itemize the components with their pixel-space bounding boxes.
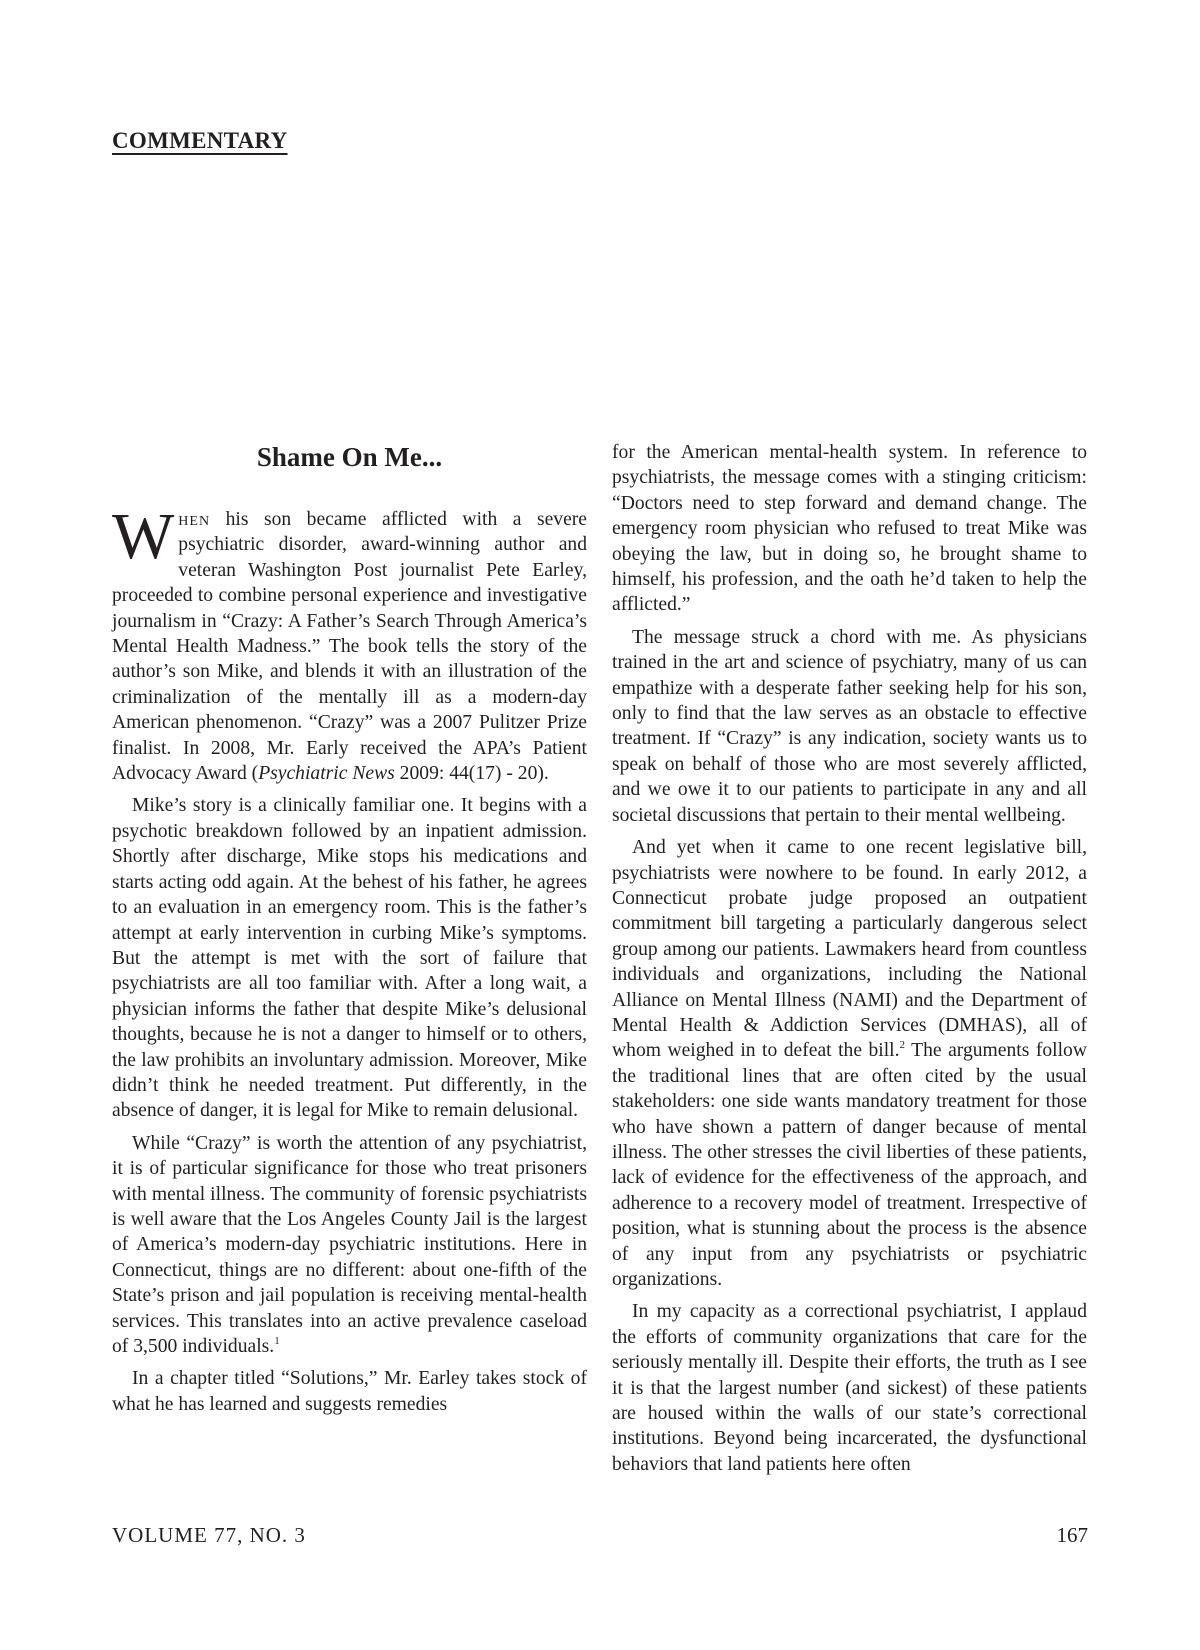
paragraph [112,500,587,786]
paragraph [612,1299,1087,1477]
journal-volume: VOLUME 77, NO. 3 [112,1523,306,1547]
footnote-ref: 2 [899,1039,906,1052]
paragraph [112,1131,587,1360]
paragraph-text: for the American mental-health system. In reference to psychiatrists, the message comes with a stinging criticism: “Doctors need to step forward and demand change. The emergency room physician who refused to treat Mike was obeying the law, but in doing so, he brought shame to himself, his profession, and the oath he’d taken to help the afflicted.” [612,442,1087,616]
paragraph-text: his son became afflicted with a severe psychiatric disorder, award-winning author and veteran Washington Post journalist Pete Earley, proceeded to combine personal experience and investigative journalism in “Crazy: A Father’s Search Through America’s Mental Health Madness.” The book tells the story of the author’s son Mike, and blends it with an illustration of the criminalization of the mentally ill as a modern-day American phenomenon. “Crazy” was a 2007 Pulitzer Prize finalist. In 2008, Mr. Early received the APA’s Patient Advocacy Award ( [112,509,587,785]
paragraph-text-end: 2009: 44(17) - 20). [394,763,549,785]
paragraph [612,835,1087,1292]
paragraph [112,1366,587,1417]
right-column-text [612,440,1087,1484]
paragraph [612,440,1087,618]
italic-citation: Psychiatric News [258,763,395,785]
paragraph-text: While “Crazy” is worth the attention of any psychiatrist, it is of particular significance for those who treat prisoners with mental illness. The community of forensic psychiatrists is well aware that the Los Angeles County Jail is the largest of America’s modern-day psychiatric institutions. Here in Connecticut, things are no different: about one-fifth of the State’s prison and jail population is receiving mental-health services. This translates into an active prevalence caseload of 3,500 individuals. [112,1132,587,1357]
paragraph-text: The message struck a chord with me. As physicians trained in the art and science of psychiatry, many of us can empathize with a desperate father seeking help for his son, only to find that the law serves as an obstacle to effective treatment. If “Crazy” is any indication, society wants us to speak on behalf of those who are most severely afflicted, and we owe it to our patients to participate in any and all societal discussions that pertain to their mental wellbeing. [612,626,1087,826]
small-caps-lead: hen [178,509,211,530]
paragraph [612,625,1087,828]
section-label: COMMENTARY [112,128,288,153]
paragraph-text-end: The arguments follow the traditional lines that are often cited by the usual stakeholders: one side wants mandatory treatment for those who have shown a pattern of danger because of mental illness. The other stresses the civil liberties of these patients, lack of evidence for the effectiveness of the approach, and adherence to a recovery model of treatment. Irrespective of position, what is stunning about the process is the absence of any input from any psychiatrists or psychiatric organizations. [612,1040,1087,1290]
paragraph-text: Mike’s story is a clinically familiar one. It begins with a psychotic breakdown followed by an inpatient admission. Shortly after discharge, Mike stops his medications and starts acting odd again. At the behest of his father, he agrees to an evaluation in an emergency room. This is the father’s attempt at early intervention in curbing Mike’s symptoms. But the attempt is met with the sort of failure that psychiatrists are all too familiar with. After a long wait, a physician informs the father that despite Mike’s delusional thoughts, because he is not a danger to himself or to others, the law prohibits an involuntary admission. Moreover, Mike didn’t think he needed treatment. Put differently, in the absence of danger, it is legal for Mike to remain delusional. [112,795,587,1122]
drop-cap: W [112,500,175,573]
left-column-text [112,500,587,1424]
paragraph-text: And yet when it came to one recent legislative bill, psychiatrists were nowhere to be found. In early 2012, a Connecticut probate judge proposed an outpatient commitment bill targeting a particularly dangerous select group among our patients. Lawmakers heard from countless individuals and organizations, including the National Alliance on Mental Illness (NAMI) and the Department of Mental Health & Addiction Services (DMHAS), all of whom weighed in to defeat the bill. [612,837,1087,1062]
paragraph-text: In my capacity as a correctional psychiatrist, I applaud the efforts of community organizations that care for the seriously mentally ill. Despite their efforts, the truth as I see it is that the largest number (and sickest) of these patients are housed within the walls of our state’s correctional institutions. Beyond being incarcerated, the dysfunctional behaviors that land patients here often [612,1301,1087,1475]
page-number: 167 [1056,1523,1088,1547]
paragraph [112,793,587,1123]
article-title: Shame On Me... [256,442,443,472]
paragraph-text: In a chapter titled “Solutions,” Mr. Earley takes stock of what he has learned and suggests remedies [112,1368,587,1415]
footnote-ref: 1 [274,1335,280,1347]
